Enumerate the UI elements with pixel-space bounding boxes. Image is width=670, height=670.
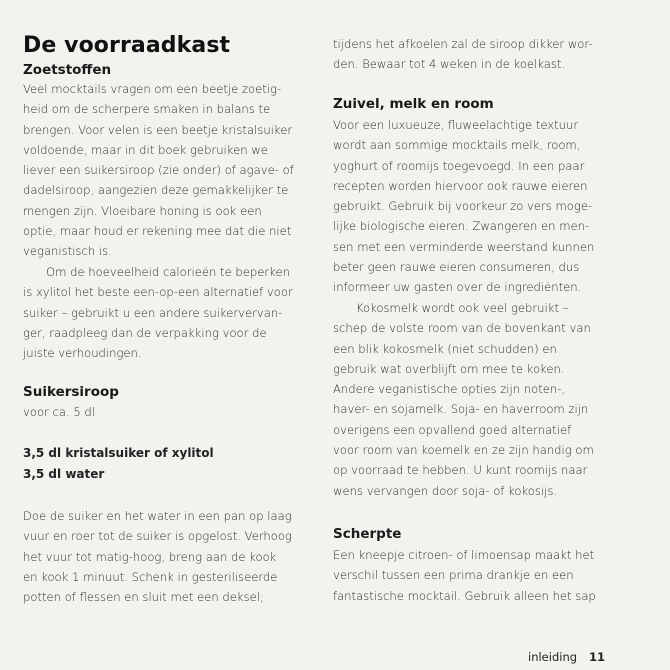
text-line: brengen. Voor velen is een beetje kristalsuiker [23,122,293,137]
paragraph-zoetstoffen-1 [23,79,294,262]
footer-section-name: inleiding [528,650,578,664]
text-line: voor room van koemelk en ze zijn handig om [333,443,594,458]
text-line: recepten worden hiervoor ook rauwe eieren [333,178,588,193]
text-line: gebruikt. Gebruik bij voorkeur zo vers moge- [333,199,593,214]
text-line: sen met een verminderde weerstand kunnen [333,239,595,254]
paragraph-zoetstoffen-2 [23,262,293,363]
paragraph-scherpte-1 [333,545,596,606]
text-line: haver- en sojamelk. Soja- en haverroom zijn [333,402,589,417]
ingredient-list [23,443,214,484]
text-line: voor ca. 5 dl [23,405,95,419]
text-line: overigens een opvallend goed alternatief [333,422,572,437]
text-line: juiste verhoudingen. [23,346,142,361]
page-number: 11 [589,650,606,664]
text-line: is xylitol het beste een-op-een alternatief voor [23,285,293,300]
text-line: vuur en roer tot de suiker is opgelost. Verhoog [23,529,292,544]
page-title: De voorraadkast [23,33,231,58]
text-line: lijke biologische eieren. Zwangeren en men- [333,219,590,234]
text-line: voldoende, maar in dit boek gebruiken we [23,142,268,157]
recipe-method [23,506,292,607]
text-line: tijdens het afkoelen zal de siroop dikker wor- [333,37,593,51]
text-line: schep de volste room van de bovenkant van [333,321,591,336]
text-line: Doe de suiker en het water in een pan op laag [23,509,292,523]
heading-scherpte: Scherpte [333,526,402,542]
text-line: liever een suikersiroop (zie onder) of agave- of [23,163,294,178]
text-line: optie, maar houd er rekening mee dat die niet [23,224,292,239]
text-line: dadelsiroop, aangezien deze gemakkelijker te [23,183,289,198]
text-line: den. Bewaar tot 4 weken in de koelkast. [333,57,566,72]
text-line: fantastische mocktail. Gebruik alleen het sap [333,588,596,603]
page-footer [528,650,605,664]
text-line: Een kneepje citroen- of limoensap maakt het [333,548,595,562]
text-line: op voorraad te hebben. U kunt roomijs naar [333,463,588,478]
text-line: veganistisch is. [23,244,112,259]
text-line: Om de hoeveelheid calorieën te beperken [46,265,290,279]
paragraph-zuivel-2 [333,298,594,501]
text-line: Kokosmelk wordt ook veel gebruikt – [356,301,569,315]
text-line: informeer uw gasten over de ingrediënten. [333,280,582,295]
text-line: heid om de scherpere smaken in balans te [23,102,271,117]
text-line: verschil tussen een prima drankje en een [333,568,574,583]
text-line: ger, raadpleeg dan de verpakking voor de [23,325,267,340]
text-line: Voor een luxueuze, fluweelachtige textuur [333,118,579,132]
text-line: mengen zijn. Vloeibare honing is ook een [23,203,262,218]
text-line: het vuur tot matig-hoog, breng aan de kook [23,549,277,564]
text-line: yoghurt of roomijs toegevoegd. In een paar [333,158,585,173]
heading-zuivel: Zuivel, melk en room [333,96,494,112]
ingredient-item: 3,5 dl water [23,466,105,481]
heading-suikersiroop: Suikersiroop [23,384,119,400]
text-line: wens vervangen door soja- of kokosijs. [333,483,558,498]
text-line: Veel mocktails vragen om een beetje zoetig- [23,82,282,96]
ingredient-item: 3,5 dl kristalsuiker of xylitol [23,446,214,460]
recipe-method-continued [333,34,593,75]
recipe-yield [23,402,95,422]
text-line: en kook 1 minuut. Schenk in gesteriliseerde [23,569,278,584]
text-line: wordt aan sommige mocktails melk, room, [333,138,581,153]
paragraph-zuivel-1 [333,115,594,298]
text-line: suiker – gebruikt u een andere suikervervan- [23,305,283,320]
text-line: gebruik wat overblijft om mee te koken. [333,361,565,376]
text-line: potten of flessen en sluit met een deksel; [23,590,264,605]
text-line: een blik kokosmelk (niet schudden) en [333,341,557,356]
text-line: beter geen rauwe eieren consumeren, dus [333,260,580,275]
text-line: Andere veganistische opties zijn noten-, [333,382,566,397]
heading-zoetstoffen: Zoetstoffen [23,62,112,78]
